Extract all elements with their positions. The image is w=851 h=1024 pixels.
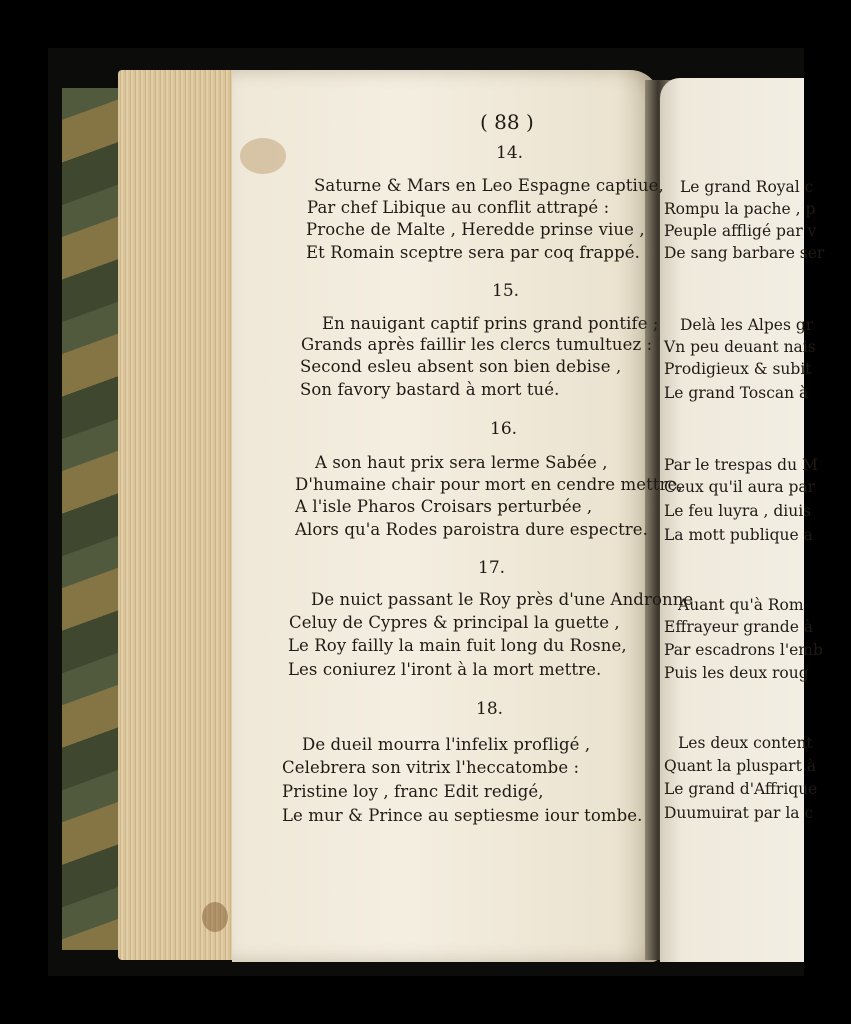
- verse-line: Le Roy failly la main fuit long du Rosne,: [288, 636, 627, 655]
- right-verse-line: Ceux qu'il aura par: [664, 478, 816, 496]
- verse-line: Saturne & Mars en Leo Espagne captiue,: [314, 176, 664, 195]
- quatrain-number: 14.: [496, 143, 524, 163]
- verse-line: De nuict passant le Roy près d'une Andronne: [311, 590, 694, 609]
- right-verse-line: Le feu luyra , diuis: [664, 502, 812, 520]
- verse-line: Second esleu absent son bien debise ,: [300, 357, 622, 376]
- right-verse-line: Vn peu deuant nais: [664, 338, 816, 356]
- verse-line: Alors qu'a Rodes paroistra dure espectre.: [295, 520, 649, 539]
- right-verse-line: Auant qu'à Rom: [678, 596, 804, 614]
- quatrain-number: 15.: [492, 281, 520, 301]
- verse-line: Grands après faillir les clercs tumultuez :: [301, 335, 653, 354]
- right-verse-line: Duumuirat par la c: [664, 804, 814, 822]
- right-verse-line: Le grand Toscan à: [664, 384, 809, 402]
- quatrain-number: 18.: [476, 699, 504, 719]
- verse-line: A l'isle Pharos Croisars perturbée ,: [295, 497, 593, 516]
- right-verse-line: Le grand Royal c: [680, 178, 814, 196]
- page-block-edge: [118, 70, 248, 960]
- right-verse-line: Delà les Alpes gr: [680, 316, 814, 334]
- right-verse-line: Quant la pluspart à: [664, 757, 816, 775]
- page-number: ( 88 ): [480, 110, 534, 134]
- quatrain-number: 17.: [478, 558, 506, 578]
- verse-line: Les coniurez l'iront à la mort mettre.: [288, 660, 602, 679]
- verse-line: Celebrera son vitrix l'heccatombe :: [282, 758, 580, 777]
- verse-line: En nauigant captif prins grand pontife ;: [322, 314, 659, 333]
- verse-line: Son favory bastard à mort tué.: [300, 380, 560, 399]
- verse-line: A son haut prix sera lerme Sabée ,: [315, 453, 608, 472]
- right-verse-line: De sang barbare ser: [664, 244, 825, 262]
- right-verse-line: La mott publique a: [664, 526, 813, 544]
- verse-line: Celuy de Cypres & principal la guette ,: [289, 613, 620, 632]
- right-verse-line: Les deux content: [678, 734, 813, 752]
- verse-line: Par chef Libique au conflit attrapé :: [307, 198, 610, 217]
- verse-line: Le mur & Prince au septiesme iour tombe.: [282, 806, 643, 825]
- verse-line: De dueil mourra l'infelix profligé ,: [302, 735, 591, 754]
- quatrain-number: 16.: [490, 419, 518, 439]
- right-verse-line: Le grand d'Affrique: [664, 780, 818, 798]
- right-verse-line: Effrayeur grande à: [664, 618, 814, 636]
- stain: [240, 138, 286, 174]
- right-verse-line: Peuple affligé par v: [664, 222, 817, 240]
- stain: [202, 902, 228, 932]
- right-verse-line: Par escadrons l'emb: [664, 641, 823, 659]
- verse-line: D'humaine chair pour mort en cendre mettre,: [295, 475, 683, 494]
- right-verse-line: Rompu la pache , p: [664, 200, 816, 218]
- right-verse-line: Par le trespas du M: [664, 456, 818, 474]
- right-verse-line: Prodigieux & subit: [664, 360, 812, 378]
- verse-line: Et Romain sceptre sera par coq frappé.: [306, 243, 640, 262]
- verse-line: Proche de Malte , Heredde prinse viue ,: [306, 220, 645, 239]
- right-page-text: [662, 78, 825, 962]
- verse-line: Pristine loy , franc Edit redigé,: [282, 782, 544, 801]
- right-verse-line: Puis les deux roug: [664, 664, 809, 682]
